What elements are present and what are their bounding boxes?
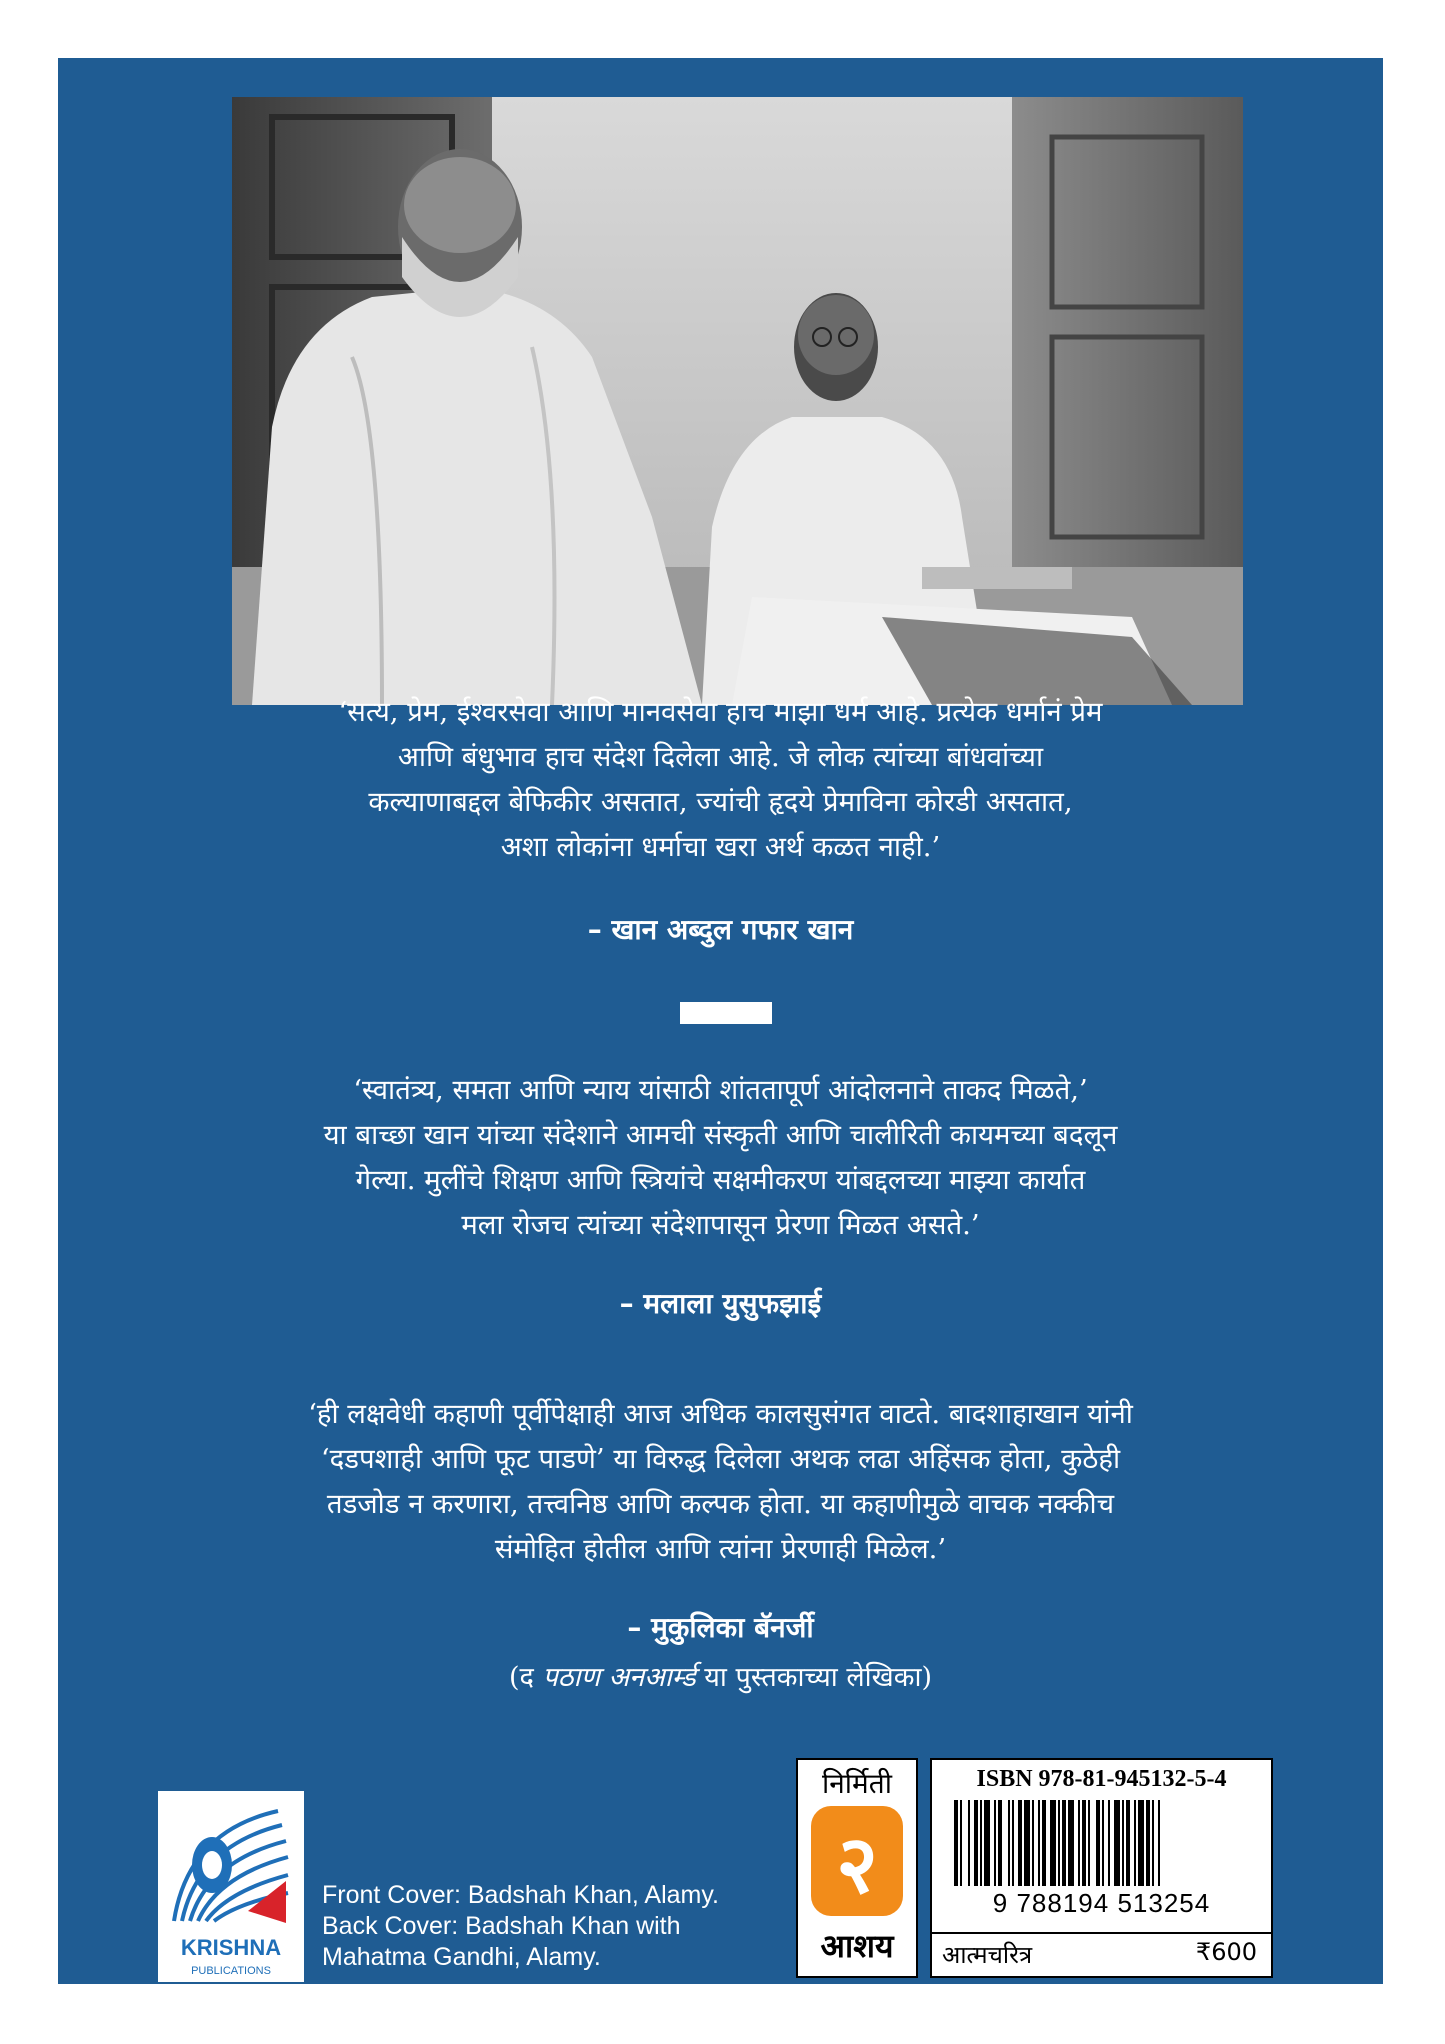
quote-3-line-3: तडजोड न करणारा, तत्त्वनिष्ठ आणि कल्पक होता. या कहाणीमुळे वाचक नक्कीच	[326, 1488, 1115, 1520]
quote-2-line-3: गेल्या. मुलींचे शिक्षण आणि स्त्रियांचे सक्षमीकरण यांबद्दलच्या माझ्या कार्यात	[355, 1164, 1086, 1196]
barcode-bar	[1032, 1800, 1034, 1886]
credit-line-1: Front Cover: Badshah Khan, Alamy.	[322, 1881, 719, 1909]
krishna-publications-logo	[158, 1791, 304, 1982]
barcode-digits: 9 788194 513254	[992, 1888, 1211, 1918]
quote-1	[58, 690, 1383, 870]
barcode-bar	[1096, 1800, 1100, 1886]
quote-2-line-4: मला रोजच त्यांच्या संदेशापासून प्रेरणा मिळत असते.’	[461, 1209, 980, 1241]
barcode-bar	[1012, 1800, 1014, 1886]
quote-2-line-1: ‘स्वातंत्र्य, समता आणि न्याय यांसाठी शांततापूर्ण आंदोलनाने ताकद मिळते,’	[353, 1074, 1088, 1106]
barcode-bar	[954, 1800, 958, 1886]
section-divider	[680, 1002, 772, 1024]
book-title: पठाण अनआर्म्ड	[542, 1662, 696, 1693]
quote-2-line-2: या बाच्छा खान यांच्या संदेशाने आमची संस्कृती आणि चालीरिती कायमच्या बदलून	[323, 1119, 1118, 1151]
barcode-bar	[1024, 1800, 1030, 1886]
credit-line-2: Back Cover: Badshah Khan with	[322, 1912, 681, 1940]
barcode-bar	[994, 1800, 996, 1886]
barcode-box	[930, 1758, 1273, 1978]
quote-3-line-1: ‘ही लक्षवेधी कहाणी पूर्वीपेक्षाही आज अधिक कालसुसंगत वाटते. बादशाहाखान यांनी	[308, 1398, 1133, 1430]
barcode-bar	[1050, 1800, 1056, 1886]
barcode-bar	[1058, 1800, 1060, 1886]
credit-line-3: Mahatma Gandhi, Alamy.	[322, 1943, 601, 1971]
barcode-bar	[960, 1800, 962, 1886]
krishna-wordmark: KRISHNA	[180, 1935, 282, 1960]
barcode-bar	[1082, 1800, 1086, 1886]
ashay-glyph: २	[836, 1818, 878, 1911]
genre-label: आत्मचरित्र	[942, 1941, 1033, 1969]
barcode-bar	[1158, 1800, 1160, 1886]
imprint-label-top: निर्मिती	[821, 1767, 892, 1800]
quote-3-attribution: – मुकुलिका बॅनर्जी	[627, 1611, 814, 1644]
barcode-bar	[1152, 1800, 1154, 1886]
quote-2-attribution: – मलाला युसुफझाई	[619, 1287, 822, 1320]
barcode-bar	[998, 1800, 1002, 1886]
author-note-close: या पुस्तकाच्या लेखिका)	[695, 1662, 933, 1693]
author-note-open: (द	[508, 1662, 543, 1693]
barcode-bar	[1042, 1800, 1046, 1886]
barcode-bar	[1062, 1800, 1066, 1886]
quote-1-line-3: कल्याणाबद्दल बेफिकीर असतात, ज्यांची हृदये प्रेमाविना कोरडी असतात,	[368, 786, 1073, 818]
publications-wordmark: PUBLICATIONS	[191, 1965, 271, 1977]
barcode-bar	[984, 1800, 990, 1886]
barcode-bars	[952, 1800, 1252, 1886]
barcode-bar	[1038, 1800, 1040, 1886]
quote-1-line-4: अशा लोकांना धर्माचा खरा अर्थ कळत नाही.’	[500, 831, 941, 863]
price-label: ₹600	[1195, 1938, 1257, 1966]
quote-2	[58, 1068, 1383, 1248]
barcode-bar	[1088, 1800, 1090, 1886]
isbn-text: ISBN 978-81-945132-5-4	[976, 1766, 1227, 1792]
barcode-bar	[1122, 1800, 1124, 1886]
barcode-bar	[980, 1800, 982, 1886]
barcode-bar	[1126, 1800, 1130, 1886]
quote-3	[58, 1392, 1383, 1572]
quote-1-attribution: – खान अब्दुल गफार खान	[587, 913, 854, 946]
barcode-bar	[1068, 1800, 1074, 1886]
cover-photo	[232, 97, 1243, 705]
back-cover	[58, 58, 1383, 1984]
barcode-bar	[1078, 1800, 1080, 1886]
barcode-bar	[1146, 1800, 1150, 1886]
quote-3-line-4: संमोहित होतील आणि त्यांना प्रेरणाही मिळेल.’	[494, 1533, 947, 1565]
barcode-bar	[974, 1800, 978, 1886]
ashay-logo	[811, 1806, 903, 1916]
photo-credits	[322, 1880, 822, 1973]
imprint-label-bottom: आशय	[820, 1927, 894, 1965]
quote-3-author-note	[58, 1657, 1383, 1694]
quote-1-line-2: आणि बंधुभाव हाच संदेश दिलेला आहे. जे लोक त्यांच्या बांधवांच्या	[397, 741, 1044, 773]
barcode-bar	[1018, 1800, 1022, 1886]
barcode-bar	[968, 1800, 970, 1886]
barcode-rule	[932, 1932, 1271, 1934]
barcode-bar	[1102, 1800, 1104, 1886]
quote-1-line-1: ‘सत्य, प्रेम, ईश्वरसेवा आणि मानवसेवा हाच माझा धर्म आहे. प्रत्येक धर्मानं प्रेम	[338, 696, 1103, 728]
imprint-box	[796, 1758, 918, 1978]
barcode-bar	[1138, 1800, 1144, 1886]
quote-3-line-2: ‘दडपशाही आणि फूट पाडणे’ या विरुद्ध दिलेला अथक लढा अहिंसक होता, कुठेही	[320, 1443, 1121, 1475]
barcode-bar	[1114, 1800, 1120, 1886]
barcode-bar	[1108, 1800, 1110, 1886]
barcode-bar	[1134, 1800, 1136, 1886]
barcode-bar	[1008, 1800, 1010, 1886]
